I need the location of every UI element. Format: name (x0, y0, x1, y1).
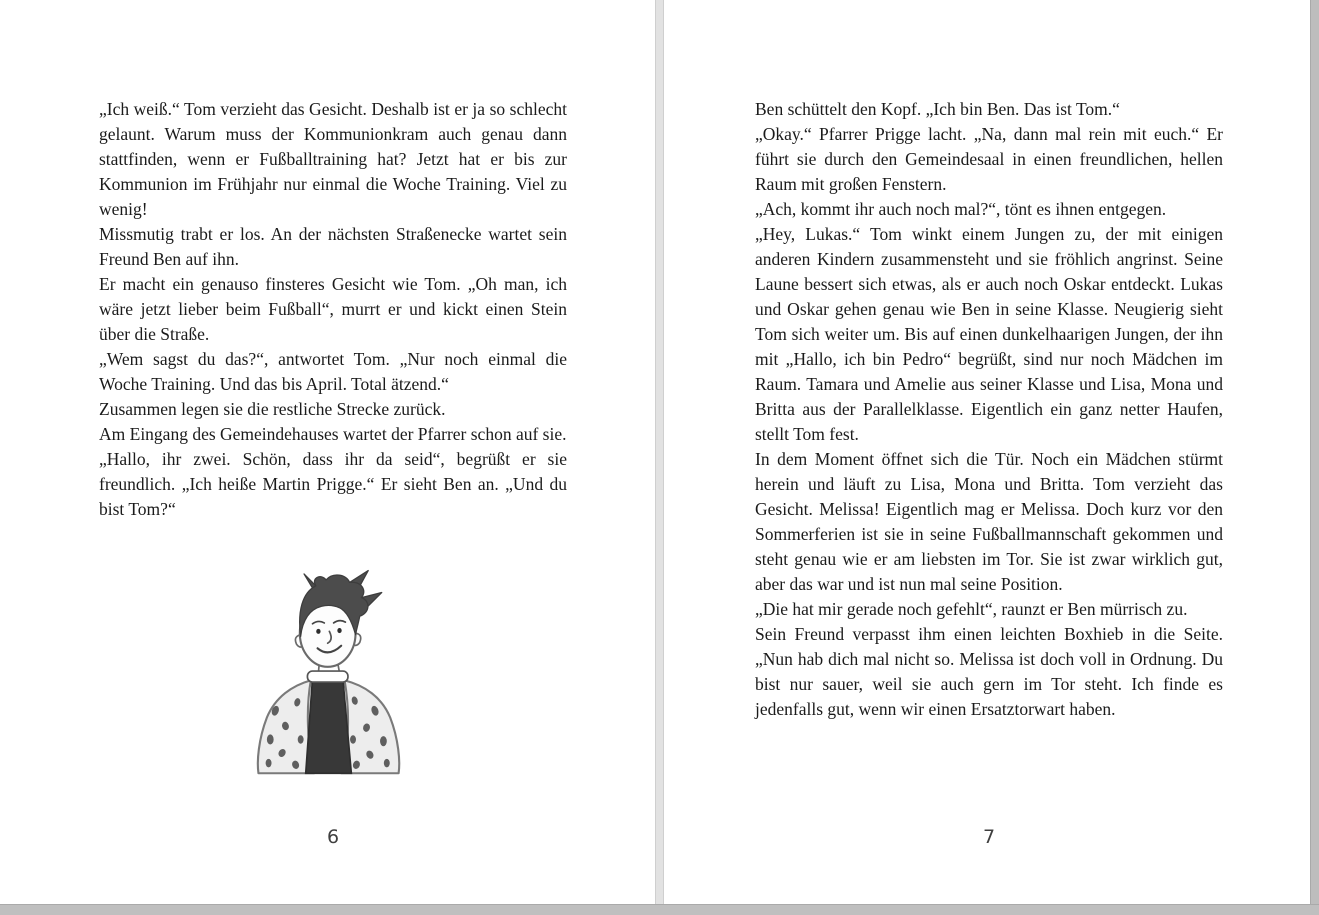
page-number-left: 6 (326, 826, 340, 848)
left-text-block (99, 97, 567, 522)
paragraph: In dem Moment öffnet sich die Tür. Noch ein Mädchen stürmt herein und läuft zu Lisa, Mona und Britta. Tom verzieht das Gesicht. Melissa! Eigentlich mag er Melissa. Doch kurz vor den Sommerferien ist sie in seine Fußballmannschaft gekommen und steht genau wie er am liebsten im Tor. Sie ist zwar wirklich gut, aber das war und ist nun mal seine Position. (755, 449, 1223, 594)
right-text-block (755, 97, 1223, 722)
horizontal-scrollbar[interactable] (0, 904, 1319, 915)
pastor-drawing (228, 552, 424, 780)
paragraph: „Okay.“ Pfarrer Prigge lacht. „Na, dann mal rein mit euch.“ Er führt sie durch den Gemeindesaal in einen freundlichen, hellen Raum mit großen Fenstern. (755, 124, 1223, 194)
book-page-left (0, 0, 655, 904)
pastor-head (295, 571, 381, 667)
pastor-illustration (228, 552, 424, 780)
clerical-collar (307, 671, 348, 682)
paragraph: „Hallo, ihr zwei. Schön, dass ihr da seid“, begrüßt er sie freundlich. „Ich heiße Martin Prigge.“ Er sieht Ben an. „Und du bist Tom?“ (99, 449, 567, 519)
page-gutter (655, 0, 664, 904)
book-page-right (664, 0, 1310, 904)
pastor-shirt (306, 679, 352, 774)
paragraph: Sein Freund verpasst ihm einen leichten Boxhieb in die Seite. „Nun hab dich mal nicht so. Melissa ist doch voll in Ordnung. Du bist nur sauer, weil sie auch gern im Tor steht. Ich finde es jedenfalls gut, wenn wir einen Ersatztorwart haben. (755, 624, 1223, 719)
paragraph: Er macht ein genauso finsteres Gesicht wie Tom. „Oh man, ich wäre jetzt lieber beim Fußball“, murrt er und kickt einen Stein über die Straße. (99, 274, 567, 344)
paragraph: „Ach, kommt ihr auch noch mal?“, tönt es ihnen entgegen. (755, 199, 1167, 219)
paragraph: „Wem sagst du das?“, antwortet Tom. „Nur noch einmal die Woche Training. Und das bis April. Total ätzend.“ (99, 349, 567, 394)
paragraph: Am Eingang des Gemeindehauses wartet der Pfarrer schon auf sie. (99, 424, 567, 444)
paragraph: Ben schüttelt den Kopf. „Ich bin Ben. Das ist Tom.“ (755, 99, 1120, 119)
vertical-scrollbar[interactable] (1310, 0, 1319, 915)
paragraph: „Die hat mir gerade noch gefehlt“, raunzt er Ben mürrisch zu. (755, 599, 1188, 619)
paragraph: Zusammen legen sie die restliche Strecke zurück. (99, 399, 446, 419)
paragraph: Missmutig trabt er los. An der nächsten Straßenecke wartet sein Freund Ben auf ihn. (99, 224, 567, 269)
paragraph: „Hey, Lukas.“ Tom winkt einem Jungen zu, der mit einigen anderen Kindern zusammensteht und sie fröhlich angrinst. Seine Laune bessert sich etwas, als er auch noch Oskar entdeckt. Lukas und Oskar gehen genau wie Ben in seine Klasse. Neugierig sieht Tom sich weiter um. Bis auf einen dunkelhaarigen Jungen, der ihn mit „Hallo, ich bin Pedro“ begrüßt, sind nur noch Mädchen im Raum. Tamara und Amelie aus seiner Klasse und Lisa, Mona und Britta aus der Parallelklasse. Eigentlich ein ganz netter Haufen, stellt Tom fest. (755, 224, 1223, 444)
page-number-right: 7 (982, 826, 996, 848)
paragraph: „Ich weiß.“ Tom verzieht das Gesicht. Deshalb ist er ja so schlecht gelaunt. Warum muss der Kommunionkram auch genau dann stattfinden, wenn er Fußballtraining hat? Jetzt hat er bis zur Kommunion im Frühjahr nur einmal die Woche Training. Viel zu wenig! (99, 99, 567, 219)
